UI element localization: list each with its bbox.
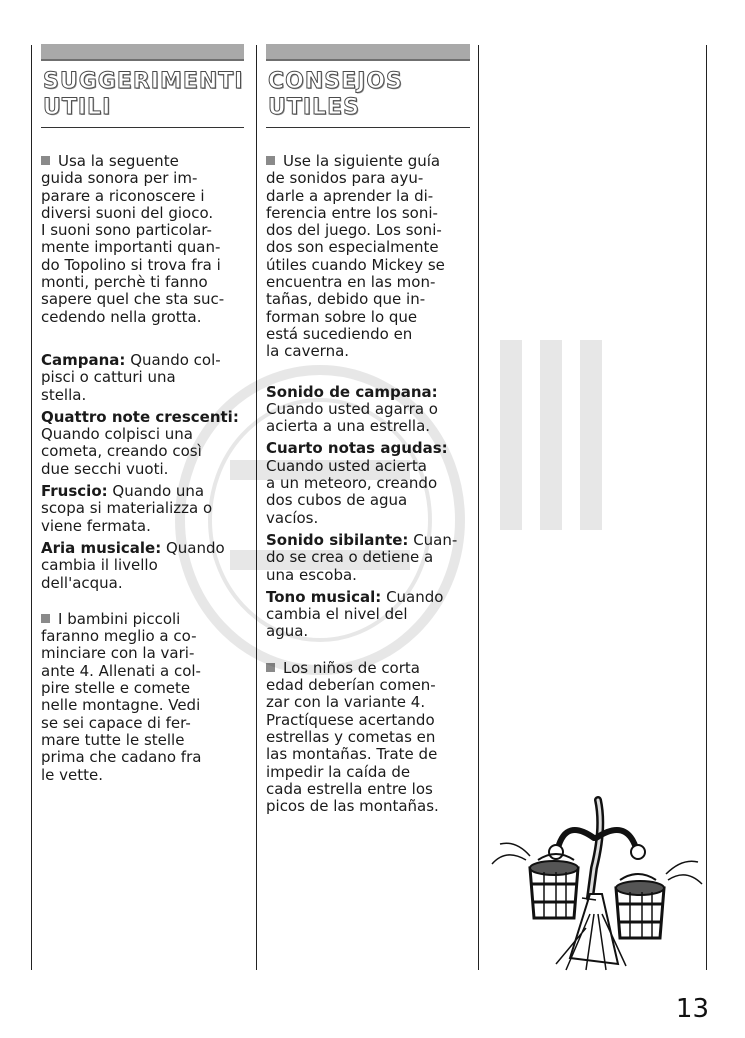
sound-entry-fruscio: Fruscio: Quando una scopa si materializza o viene fermata.: [41, 482, 213, 535]
sound-entry-cuarto-notas: Cuarto notas agudas: Cuando usted acierta a un meteoro, creando dos cubos de agua vacíos.: [266, 439, 448, 527]
header-bar: [266, 44, 470, 61]
sound-entry-campana: Campana: Quando col- pisci o catturi una stella.: [41, 350, 221, 404]
column-divider-2: [478, 45, 479, 970]
sound-entry-sibilante: Sonido sibilante: Cuan- do se crea o detiene a una escoba.: [266, 530, 458, 584]
sound-entry-tono-musical: Tono musical: Cuando cambia el nivel del agua.: [266, 587, 444, 641]
title-rule: [266, 127, 470, 128]
sound-entry-campana: Sonido de campana: Cuando usted agarra o acierta a una estrella.: [266, 382, 438, 436]
header-bar: [41, 44, 244, 61]
section-title: SUGGERIMENTI UTILI: [43, 69, 244, 120]
left-border-line: [31, 45, 32, 970]
italian-column: [41, 44, 244, 784]
section-title: CONSEJOS UTILES: [268, 69, 403, 120]
intro-paragraph: Usa la seguente guida sonora per im- parare a riconoscere i diversi suoni del gioco. I suoni sono particolar- mente importanti quan- do Topolino si trova fra i monti, perchè ti fanno sapere quel che sta suc- cedendo nella grotta.: [41, 152, 225, 326]
broom-buckets-illustration: [486, 788, 712, 972]
tip-paragraph: Los niños de corta edad deberían comen- zar con la variante 4. Practíquese acertando estrellas y cometas en las montañas. Trate de impedir la caída de cada estrella entre los picos de las montañas.: [266, 658, 439, 816]
sound-entry-aria-musicale: Aria musicale: Quando cambia il livello dell'acqua.: [41, 538, 225, 592]
sound-entry-quattro-note: Quattro note crescenti: Quando colpisci una cometa, creando così due secchi vuoti.: [41, 407, 239, 478]
page-number: 13: [675, 994, 709, 1024]
bullet-square-icon: [266, 156, 275, 165]
title-rule: [41, 127, 244, 128]
intro-paragraph: Use la siguiente guía de sonidos para ayu- darle a aprender la di- ferencia entre los soni- dos del juego. Los soni- dos son especialmente útiles cuando Mickey se encuentra en las mon- tañas, debido que in- forman sobre lo que está sucediendo en la caverna.: [266, 152, 445, 361]
spanish-column: [266, 44, 470, 815]
column-divider-1: [256, 45, 257, 970]
bullet-square-icon: [41, 614, 50, 623]
bullet-square-icon: [266, 663, 275, 672]
tip-paragraph: I bambini piccoli faranno meglio a co- minciare con la vari- ante 4. Allenati a col- pire stelle e comete nelle montagne. Vedi se sei capace di fer- mare tutte le stelle prima che cadano fra le vette.: [41, 609, 202, 784]
bullet-square-icon: [41, 156, 50, 165]
